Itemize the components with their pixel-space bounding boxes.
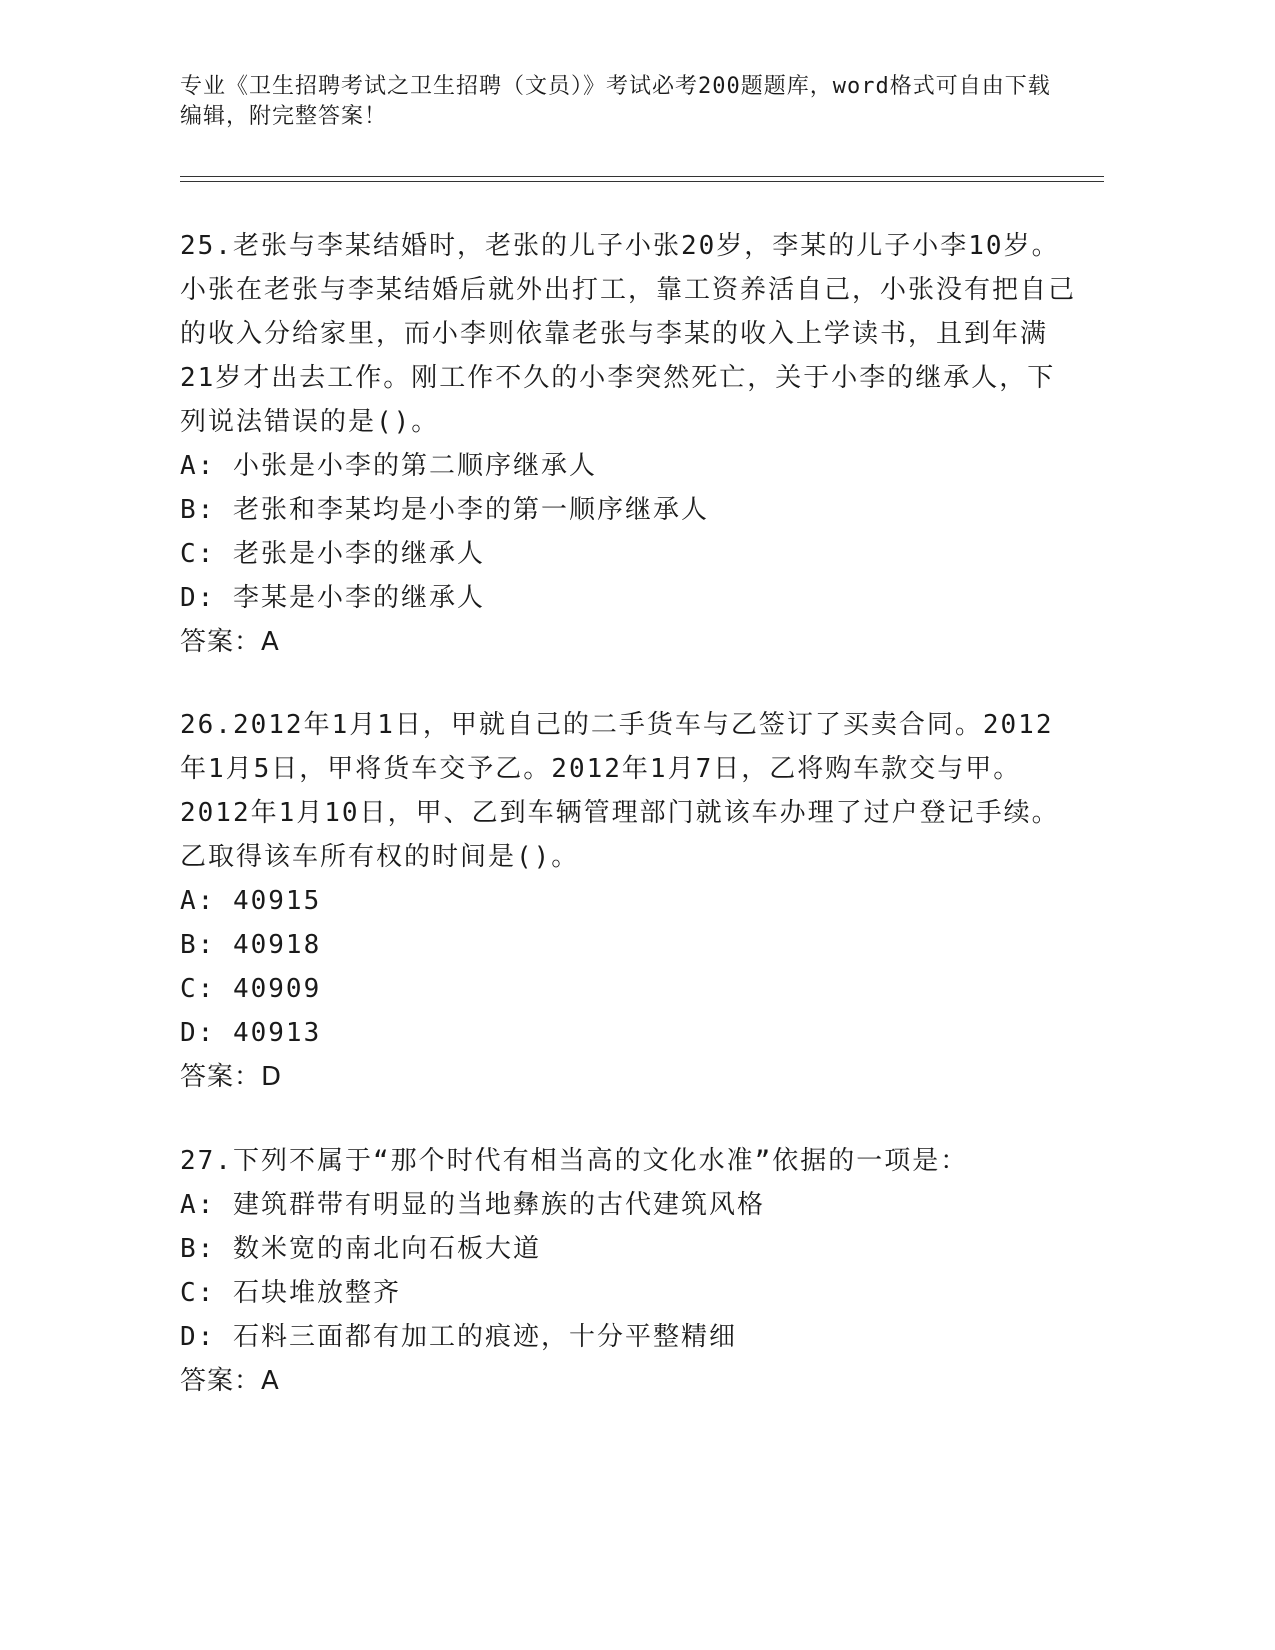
option-b: B: 40918 [180,930,322,960]
option-d: D: 石料三面都有加工的痕迹，十分平整精细 [180,1322,737,1352]
question-27 [180,1139,1080,1403]
option-b: B: 数米宽的南北向石板大道 [180,1234,541,1264]
option-c: C: 40909 [180,974,322,1004]
header-divider-bottom [180,181,1104,182]
option-b: B: 老张和李某均是小李的第一顺序继承人 [180,495,709,525]
question-stem: 27.下列不属于“那个时代有相当高的文化水准”依据的一项是： [180,1146,969,1176]
option-d: D: 李某是小李的继承人 [180,583,485,613]
document-header: 专业《卫生招聘考试之卫生招聘（文员）》考试必考200题题库，word格式可自由下载编辑，附完整答案！ [180,74,1051,129]
question-stem: 25.老张与李某结婚时，老张的儿子小张20岁，李某的儿子小李10岁。小张在老张与李某结婚后就外出打工，靠工资养活自己，小张没有把自己的收入分给家里，而小李则依靠老张与李某的收入上学读书，且到年满21岁才出去工作。刚工作不久的小李突然死亡，关于小李的继承人，下列说法错误的是()。 [180,231,1077,437]
question-stem: 26.2012年1月1日，甲就自己的二手货车与乙签订了买卖合同。2012年1月5日，甲将货车交予乙。2012年1月7日，乙将购车款交与甲。2012年1月10日，甲、乙到车辆管理部门就该车办理了过户登记手续。乙取得该车所有权的时间是()。 [180,710,1060,872]
option-a: A: 建筑群带有明显的当地彝族的古代建筑风格 [180,1190,765,1220]
header-divider-top [180,176,1104,177]
answer: 答案：A [180,1366,280,1396]
answer: 答案：D [180,1062,283,1092]
answer: 答案：A [180,627,280,657]
question-26 [180,703,1080,1099]
option-d: D: 40913 [180,1018,322,1048]
question-25 [180,224,1080,664]
option-a: A: 40915 [180,886,322,916]
option-a: A: 小张是小李的第二顺序继承人 [180,451,597,481]
option-c: C: 老张是小李的继承人 [180,539,485,569]
option-c: C: 石块堆放整齐 [180,1278,401,1308]
